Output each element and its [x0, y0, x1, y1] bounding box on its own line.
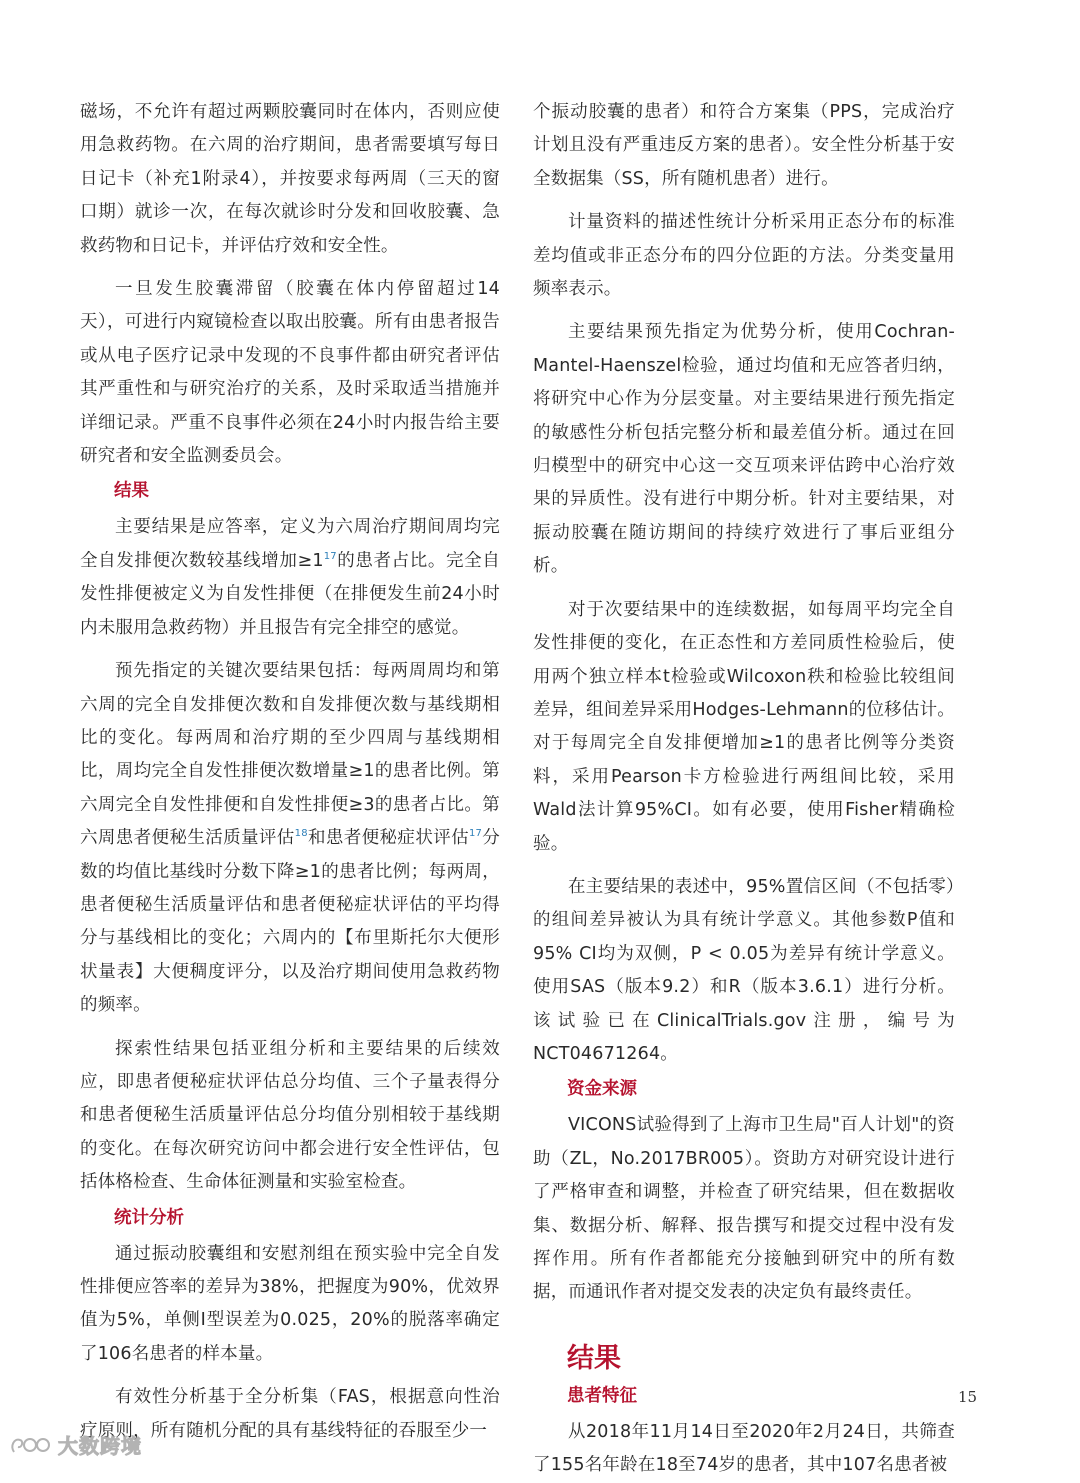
- paragraph: 从2018年11月14日至2020年2月24日，共筛查了155名年龄在18至74岁的患者，其中107名患者被: [533, 1421, 955, 1476]
- paragraph-secondary-outcomes: 预先指定的关键次要结果包括：每两周周均和第六周的完全自发排便次数和自发排便次数与基线期相比的变化。每两周和治疗期的至少四周与基线期相比，周均完全自发性排便次数增量≥1的患者比例。第六周完全自发性排便和自发性排便≥3的患者占比。第六周患者便秘生活质量评估$^{18}$和患者便秘症状评估$^{17}$分数的均值比基线时分数下降≥1的患者比例；每两周，患者便秘生活质量评估和患者便秘症状评估的平均得分与基线相比的变化；六周内的【布里斯托尔大便形状量表】大便稠度评分，以及治疗期间使用急救药物的频率。: [80, 661, 500, 1016]
- paragraph: 主要结果预先指定为优势分析，使用Cochran-Mantel-Haenszel检验，通过均值和无应答者归纳，将研究中心作为分层变量。对主要结果进行预先指定的敏感性分析包括完整分析和最差值分析。通过在回归模型中的研究中心这一交互项来评估跨中心治疗效果的异质性。没有进行中期分析。针对主要结果，对振动胶囊在随访期间的持续疗效进行了事后亚组分析。: [533, 322, 955, 577]
- page-number: 15: [958, 1388, 978, 1406]
- heading-results: 结果: [114, 481, 149, 502]
- paragraph: 一旦发生胶囊滞留（胶囊在体内停留超过14天），可进行内窥镜检查以取出胶囊。所有由患者报告或从电子医疗记录中发现的不良事件都由研究者评估其严重性和与研究治疗的关系，及时采取适当措施并详细记录。严重不良事件必须在24小时内报告给主要研究者和安全监测委员会。: [80, 279, 500, 467]
- paragraph-primary-outcome: 主要结果是应答率，定义为六周治疗期间周均完全自发排便次数较基线增加$\ge 1^{17}$的患者占比。完全自发性排便被定义为自发性排便（在排便发生前24小时内未服用急救药物）并且报告有完全排空的感觉。: [80, 517, 500, 638]
- reference-17[interactable]: 17: [323, 550, 337, 562]
- paragraph: 磁场，不允许有超过两颗胶囊同时在体内，否则应使用急救药物。在六周的治疗期间，患者需要填写每日日记卡（补充1附录4），并按要求每两周（三天的窗口期）就诊一次，在每次就诊时分发和回收胶囊、急救药物和日记卡，并评估疗效和安全性。: [80, 102, 500, 256]
- paragraph: 有效性分析基于全分析集（FAS，根据意向性治疗原则，所有随机分配的具有基线特征的吞服至少一: [80, 1387, 500, 1441]
- paragraph: 探索性结果包括亚组分析和主要结果的后续效应，即患者便秘症状评估总分均值、三个子量表得分和患者便秘生活质量评估总分均值分别相较于基线期的变化。在每次研究访问中都会进行安全性评估，包括体格检查、生命体征测量和实验室检查。: [80, 1038, 500, 1193]
- right-column: [533, 96, 955, 1483]
- left-column: [80, 96, 500, 1448]
- heading-patient-characteristics: 患者特征: [567, 1385, 637, 1406]
- paragraph: 对于次要结果中的连续数据，如每周平均完全自发性排便的变化，在正态性和方差同质性检验后，使用两个独立样本t检验或Wilcoxon秩和检验比较组间差异，组间差异采用Hodges-Lehmann的位移估计。对于每周完全自发排便增加≥1的患者比例等分类资料，采用Pearson卡方检验进行两组间比较，采用Wald法计算95%CI。如有必要，使用Fisher精确检验。: [533, 599, 955, 854]
- paragraph: VICONS试验得到了上海市卫生局"百人计划"的资助（ZL，No.2017BR005）。资助方对研究设计进行了严格审查和调整，并检查了研究结果，但在数据收集、数据分析、解释、报告撰写和提交过程中没有发挥作用。所有作者都能充分接触到研究中的所有数据，而通讯作者对提交发表的决定负有最终责任。: [533, 1115, 955, 1303]
- heading-funding: 资金来源: [567, 1079, 637, 1100]
- reference-18[interactable]: 18: [294, 828, 308, 840]
- reference-17[interactable]: 17: [468, 828, 483, 840]
- watermark-text: 大数跨境: [58, 1434, 142, 1458]
- paragraph: 在主要结果的表述中，95%置信区间（不包括零）的组间差异被认为具有统计学意义。其他参数P值和95% CI均为双侧，P < 0.05为差异有统计学意义。使用SAS（版本9.2）和R（版本3.6.1）进行分析。该试验已在ClinicalTrials.gov注册，编号为NCT04671264。: [533, 876, 955, 1064]
- paragraph: 计量资料的描述性统计分析采用正态分布的标准差均值或非正态分布的四分位距的方法。分类变量用频率表示。: [533, 212, 955, 300]
- watermark: [8, 1430, 142, 1459]
- paragraph: 个振动胶囊的患者）和符合方案集（PPS，完成治疗计划且没有严重违反方案的患者）。安全性分析基于安全数据集（SS，所有随机患者）进行。: [533, 102, 955, 189]
- section-title-results: 结果: [567, 1342, 621, 1374]
- heading-statistical-analysis: 统计分析: [114, 1207, 184, 1228]
- brand-logo-icon: [8, 1432, 52, 1458]
- paragraph: 通过振动胶囊组和安慰剂组在预实验中完全自发性排便应答率的差异为38%，把握度为90%，优效界值为5%，单侧I型误差为0.025，20%的脱落率确定了106名患者的样本量。: [80, 1243, 500, 1364]
